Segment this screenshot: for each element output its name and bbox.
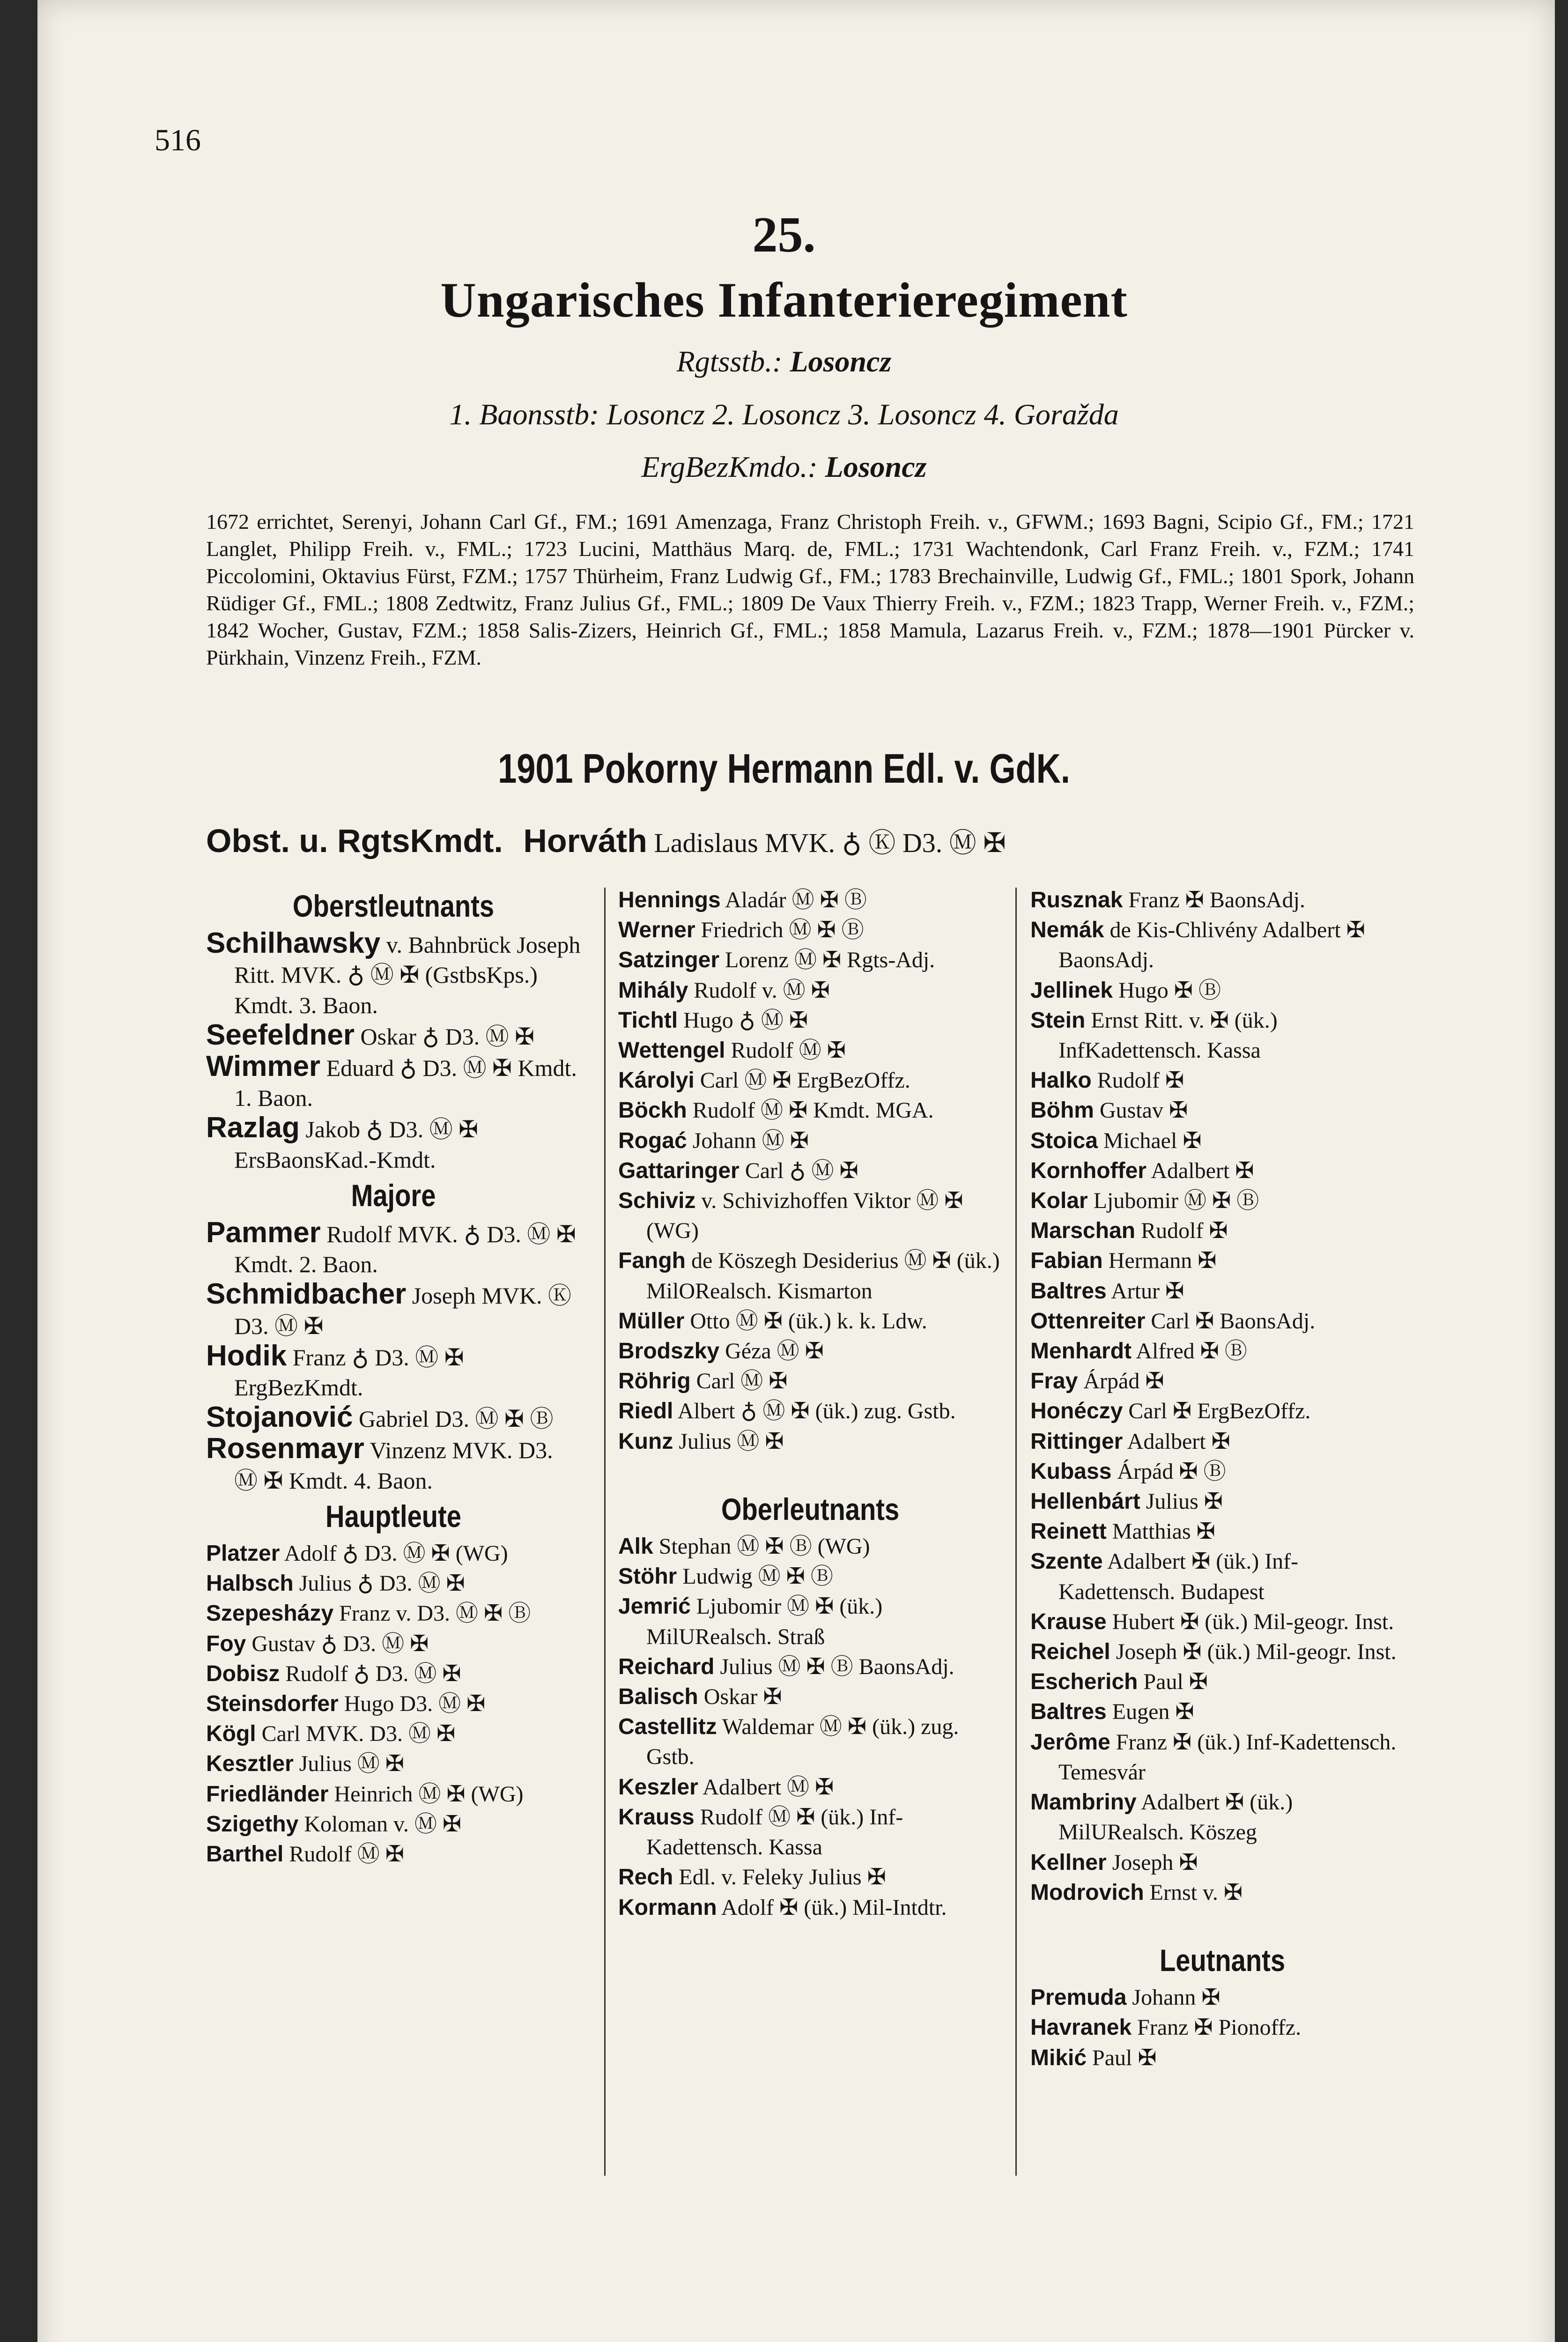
officer-entry: [618, 1156, 1002, 1186]
officer-entry: [1030, 1366, 1414, 1396]
officer-details: Franz ♁ D3. Ⓜ ✠ ErgBezKmdt.: [234, 1344, 464, 1401]
officer-entry: [1030, 1096, 1414, 1126]
officer-entry: [206, 1749, 581, 1779]
officer-surname: Escherich: [1030, 1669, 1138, 1695]
officer-details: Franz ✠ (ük.) Inf-Kadettensch. Temesvár: [1058, 1729, 1397, 1785]
officer-details: Eugen ✠: [1112, 1699, 1194, 1725]
staff-label: Rgtsstb.:: [676, 345, 783, 378]
officer-entry: [1030, 1336, 1414, 1366]
officer-surname: Foy: [206, 1631, 246, 1656]
officer-entry: [618, 1532, 1002, 1562]
officer-details: Ljubomir Ⓜ ✠ Ⓑ: [1093, 1188, 1259, 1214]
officer-entry: [1030, 1186, 1414, 1216]
column-divider: [604, 888, 606, 2176]
officer-entry: [1030, 1276, 1414, 1306]
officer-entry: [1030, 1487, 1414, 1517]
officer-surname: Kubass: [1030, 1459, 1112, 1484]
officer-details: Ernst v. ✠: [1149, 1880, 1243, 1905]
section-heading: Majore: [351, 1178, 436, 1213]
officer-details: v. Bahnbrück Joseph Ritt. MVK. ♁ Ⓜ ✠ (GstbsKps.) Kmdt. 3. Baon.: [234, 932, 581, 1018]
officer-surname: Kunz: [618, 1429, 673, 1454]
officer-surname: Jerôme: [1030, 1729, 1110, 1755]
officer-details: Jakob ♁ D3. Ⓜ ✠ ErsBaonsKad.-Kmdt.: [234, 1116, 479, 1173]
officer-entry: [1030, 1156, 1414, 1186]
officer-details: Gustav ✠: [1099, 1098, 1188, 1123]
officer-details: Julius Ⓜ ✠: [299, 1751, 405, 1777]
officer-column-1: [206, 885, 581, 1869]
officer-entry: [1030, 1396, 1414, 1426]
officer-surname: Platzer: [206, 1541, 280, 1566]
officer-surname: Barthel: [206, 1842, 284, 1867]
officer-details: Julius ✠: [1146, 1489, 1223, 1514]
officer-entry: [1030, 1547, 1414, 1607]
officer-details: Hubert ✠ (ük.) Mil-geogr. Inst.: [1112, 1609, 1394, 1634]
officer-surname: Jemrić: [618, 1594, 691, 1619]
officer-details: Koloman v. Ⓜ ✠: [304, 1811, 462, 1837]
officer-details: de Kis-Chlivény Adalbert ✠ BaonsAdj.: [1058, 918, 1365, 973]
officer-details: Albert ♁ Ⓜ ✠ (ük.) zug. Gstb.: [677, 1399, 956, 1424]
officer-entry: [206, 1052, 581, 1113]
officer-surname: Rosenmayr: [206, 1432, 364, 1465]
officer-entry: [618, 1802, 1002, 1862]
officer-surname: Rogać: [618, 1128, 687, 1153]
officer-details: Carl Ⓜ ✠ ErgBezOffz.: [700, 1068, 910, 1093]
officer-surname: Kellner: [1030, 1850, 1107, 1875]
officer-details: Adalbert Ⓜ ✠: [703, 1774, 834, 1800]
officer-entry: [1030, 1006, 1414, 1066]
officer-surname: Steinsdorfer: [206, 1691, 339, 1717]
officer-details: Michael ✠: [1103, 1128, 1202, 1153]
officer-surname: Stojanović: [206, 1401, 353, 1434]
officer-surname: Kögl: [206, 1721, 256, 1747]
officer-surname: Schmidbacher: [206, 1278, 407, 1311]
officer-details: Joseph ✠ (ük.) Mil-geogr. Inst.: [1116, 1639, 1397, 1665]
officer-surname: Krause: [1030, 1609, 1107, 1634]
officer-surname: Kesztler: [206, 1751, 294, 1777]
officer-details: Julius Ⓜ ✠ Ⓑ BaonsAdj.: [720, 1654, 954, 1679]
officer-entry: [206, 1434, 581, 1495]
officer-entry: [618, 1712, 1002, 1772]
officer-surname: Mambriny: [1030, 1790, 1137, 1815]
officer-surname: Ottenreiter: [1030, 1308, 1146, 1334]
officer-details: Adolf ✠ (ük.) Mil-Intdtr.: [721, 1895, 947, 1920]
officer-details: Heinrich Ⓜ ✠ (WG): [334, 1781, 524, 1807]
officer-details: Rudolf Ⓜ ✠: [731, 1038, 846, 1063]
officer-entry: [618, 1066, 1002, 1096]
officer-details: Lorenz Ⓜ ✠ Rgts-Adj.: [725, 948, 935, 973]
officer-entry: [206, 1719, 581, 1749]
ergbez-command: [0, 450, 1568, 484]
officer-entry: [206, 1629, 581, 1659]
officer-details: Hugo D3. Ⓜ ✠: [344, 1691, 486, 1717]
officer-details: Rudolf ✠: [1097, 1068, 1184, 1093]
officer-surname: Hellenbárt: [1030, 1489, 1140, 1514]
officer-entry: [1030, 1607, 1414, 1637]
officer-details: Árpád ✠ Ⓑ: [1117, 1459, 1226, 1484]
officer-surname: Rech: [618, 1865, 673, 1890]
officer-surname: Mikić: [1030, 2045, 1087, 2070]
officer-entry: [206, 1599, 581, 1629]
officer-entry: [618, 1893, 1002, 1923]
officer-entry: [1030, 1246, 1414, 1276]
officer-entry: [618, 1427, 1002, 1457]
officer-details: Carl ✠ ErgBezOffz.: [1128, 1399, 1311, 1424]
officer-entry: [206, 928, 581, 1020]
officer-details: Oskar ✠: [703, 1684, 782, 1710]
officer-entry: [1030, 1878, 1414, 1908]
officer-entry: [618, 1772, 1002, 1802]
commander-details: Ladislaus MVK. ♁ Ⓚ D3. Ⓜ ✠: [654, 828, 1006, 858]
officer-surname: Schilhawsky: [206, 927, 381, 960]
officer-details: Paul ✠: [1143, 1669, 1208, 1695]
officer-details: Hugo ♁ Ⓜ ✠: [683, 1008, 808, 1033]
officer-surname: Wettengel: [618, 1038, 725, 1063]
officer-details: Johann Ⓜ ✠: [692, 1128, 809, 1153]
officer-entry: [206, 1779, 581, 1809]
officer-details: Rudolf Ⓜ ✠ (ük.) Inf-Kadettensch. Kassa: [646, 1804, 903, 1860]
officer-surname: Alk: [618, 1534, 653, 1559]
officer-details: Gustav ♁ D3. Ⓜ ✠: [251, 1631, 429, 1656]
officer-surname: Szente: [1030, 1549, 1103, 1574]
officer-details: Árpád ✠: [1083, 1369, 1164, 1394]
officer-surname: Riedl: [618, 1399, 673, 1424]
officer-surname: Rusznak: [1030, 888, 1123, 912]
officer-entry: [1030, 1667, 1414, 1697]
officer-entry: [1030, 2043, 1414, 2073]
officer-surname: Pammer: [206, 1216, 321, 1249]
officer-surname: Hodik: [206, 1339, 287, 1372]
section-heading: Hauptleute: [325, 1498, 461, 1534]
officer-surname: Nemák: [1030, 918, 1104, 943]
officer-surname: Reichel: [1030, 1639, 1110, 1665]
officer-surname: Castellitz: [618, 1714, 717, 1740]
section-heading: Oberleutnants: [721, 1491, 900, 1527]
officer-details: Rudolf ♁ D3. Ⓜ ✠: [285, 1661, 461, 1686]
officer-entry: [618, 1186, 1002, 1246]
officer-details: Rudolf ✠: [1141, 1218, 1228, 1244]
section-heading: Leutnants: [1159, 1942, 1286, 1978]
officer-details: Ljubomir Ⓜ ✠ (ük.) MilURealsch. Straß: [646, 1594, 883, 1649]
officer-surname: Fabian: [1030, 1248, 1103, 1274]
officer-column-2: [618, 885, 1002, 1923]
officer-entry: [618, 945, 1002, 975]
officer-details: Edl. v. Feleky Julius ✠: [679, 1865, 886, 1890]
officer-entry: [206, 1020, 581, 1052]
officer-surname: Hennings: [618, 888, 721, 912]
regiment-history: 1672 errichtet, Serenyi, Johann Carl Gf., FM.; 1691 Amenzaga, Franz Christoph Freih. v., GFWM.; 1693 Bagni, Scipio Gf., FM.; 1721 Langlet, Philipp Freih. v., FML.; 1723 Lucini, Matthäus Marq. de, FML.; 1731 Wachtendonk, Carl Franz Freih. v., FZM.; 1741 Piccolomini, Oktavius Fürst, FZM.; 1757 Thürheim, Franz Ludwig Gf., FM.; 1783 Brechainville, Ludwig Gf., FML.; 1801 Spork, Johann Rüdiger Gf., FML.; 1808 Zedtwitz, Franz Julius Gf., FML.; 1809 De Vaux Thierry Freih. v., FZM.; 1823 Trapp, Werner Freih. v., FZM.; 1842 Wocher, Gustav, FZM.; 1858 Salis-Zizers, Heinrich Gf., FML.; 1858 Mamula, Lazarus Freih. v., FZM.; 1878—1901 Pürcker v. Pürkhain, Vinzenz Freih., FZM.: [206, 510, 1414, 669]
officer-details: v. Schivizhoffen Viktor Ⓜ ✠ (WG): [646, 1188, 963, 1244]
officer-entry: [206, 1569, 581, 1599]
officer-entry: [618, 1336, 1002, 1366]
officer-surname: Fray: [1030, 1369, 1078, 1394]
officer-surname: Krauss: [618, 1804, 695, 1830]
officer-entry: [618, 1246, 1002, 1306]
officer-entry: [618, 1036, 1002, 1066]
officer-entry: [206, 1659, 581, 1689]
officer-surname: Brodszky: [618, 1339, 720, 1364]
officer-entry: [1030, 1727, 1414, 1787]
officer-surname: Jellinek: [1030, 978, 1113, 1003]
officer-details: Gabriel D3. Ⓜ ✠ Ⓑ: [359, 1406, 554, 1432]
officer-surname: Reichard: [618, 1654, 715, 1679]
officer-entry: [618, 1652, 1002, 1682]
officer-details: Carl ♁ Ⓜ ✠: [745, 1158, 858, 1183]
officer-details: Eduard ♁ D3. Ⓜ ✠ Kmdt. 1. Baon.: [234, 1055, 577, 1112]
officer-surname: Reinett: [1030, 1519, 1107, 1544]
page-number: 516: [155, 123, 201, 157]
officer-details: de Köszegh Desiderius Ⓜ ✠ (ük.) MilORealsch. Kismarton: [646, 1248, 1000, 1304]
officer-surname: Razlag: [206, 1112, 300, 1144]
officer-surname: Kolar: [1030, 1188, 1088, 1214]
officer-surname: Károlyi: [618, 1068, 695, 1093]
officer-surname: Böckh: [618, 1098, 687, 1123]
officer-entry: [1030, 1637, 1414, 1667]
officer-entry: [1030, 1427, 1414, 1457]
officer-surname: Havranek: [1030, 2015, 1132, 2040]
officer-details: Hermann ✠: [1108, 1248, 1217, 1274]
officer-details: Matthias ✠: [1112, 1519, 1215, 1544]
officer-details: Ludwig Ⓜ ✠ Ⓑ: [682, 1564, 833, 1589]
officer-surname: Baltres: [1030, 1699, 1107, 1725]
officer-entry: [206, 1839, 581, 1869]
officer-surname: Tichtl: [618, 1008, 678, 1033]
regiment-title: Ungarisches Infanterieregiment: [440, 273, 1128, 327]
officer-details: Aladár Ⓜ ✠ Ⓑ: [725, 888, 867, 912]
regiment-number: 25.: [752, 207, 816, 263]
officer-details: Alfred ✠ Ⓑ: [1136, 1339, 1247, 1364]
officer-entry: [618, 1592, 1002, 1652]
officer-entry: [206, 1539, 581, 1569]
officer-entry: [618, 915, 1002, 945]
officer-details: Joseph MVK. Ⓚ D3. Ⓜ ✠: [234, 1282, 572, 1339]
officer-details: Carl ✠ BaonsAdj.: [1151, 1308, 1316, 1334]
officer-details: Stephan Ⓜ ✠ Ⓑ (WG): [658, 1534, 870, 1559]
officer-entry: [1030, 1457, 1414, 1487]
officer-entry: [1030, 1066, 1414, 1096]
officer-details: Vinzenz MVK. D3. Ⓜ ✠ Kmdt. 4. Baon.: [234, 1437, 553, 1494]
officer-details: Julius Ⓜ ✠: [679, 1429, 784, 1454]
officer-surname: Fangh: [618, 1248, 686, 1274]
officer-details: Otto Ⓜ ✠ (ük.) k. k. Ldw.: [690, 1308, 927, 1334]
officer-details: Julius ♁ D3. Ⓜ ✠: [299, 1571, 465, 1596]
officer-surname: Marschan: [1030, 1218, 1136, 1244]
officer-surname: Werner: [618, 918, 695, 943]
officer-details: Artur ✠: [1111, 1278, 1184, 1304]
officer-surname: Gattaringer: [618, 1158, 740, 1183]
officer-surname: Satzinger: [618, 948, 720, 973]
officer-surname: Szepesházy: [206, 1601, 334, 1626]
officer-entry: [1030, 1126, 1414, 1156]
officer-details: Géza Ⓜ ✠: [725, 1339, 824, 1364]
officer-surname: Mihály: [618, 978, 688, 1003]
officer-entry: [618, 1006, 1002, 1036]
officer-entry: [1030, 1517, 1414, 1547]
officer-surname: Friedländer: [206, 1781, 329, 1807]
officer-entry: [618, 1396, 1002, 1426]
officer-details: Franz v. D3. Ⓜ ✠ Ⓑ: [339, 1601, 531, 1626]
officer-entry: [1030, 1787, 1414, 1847]
officer-column-3: [1030, 885, 1414, 2073]
officer-surname: Menhardt: [1030, 1339, 1132, 1364]
commander-rank: Obst. u. RgtsKmdt.: [206, 823, 503, 859]
officer-surname: Seefeldner: [206, 1018, 355, 1051]
regiment-staff: [0, 344, 1568, 379]
officer-surname: Stöhr: [618, 1564, 677, 1589]
officer-surname: Stoica: [1030, 1128, 1098, 1153]
officer-entry: [1030, 1216, 1414, 1246]
ergbez-location: Losoncz: [825, 450, 927, 483]
officer-surname: Röhrig: [618, 1369, 691, 1394]
regiment-inhaber: 1901 Pokorny Hermann Edl. v. GdK.: [498, 745, 1070, 792]
officer-details: Adalbert ✠: [1127, 1429, 1230, 1454]
officer-entry: [618, 885, 1002, 915]
officer-details: Carl Ⓜ ✠: [696, 1369, 788, 1394]
officer-surname: Halbsch: [206, 1571, 294, 1596]
commander-surname: Horváth: [523, 823, 647, 859]
officer-details: Paul ✠: [1092, 2045, 1157, 2070]
officer-surname: Modrovich: [1030, 1880, 1144, 1905]
officer-surname: Stein: [1030, 1008, 1086, 1033]
officer-details: Johann ✠: [1132, 1985, 1220, 2010]
officer-surname: Böhm: [1030, 1098, 1094, 1123]
battalion-staffs: 1. Baonsstb: Losoncz 2. Losoncz 3. Losoncz 4. Goražda: [449, 398, 1119, 431]
officer-entry: [618, 1366, 1002, 1396]
officer-entry: [618, 976, 1002, 1006]
officer-entry: [618, 1682, 1002, 1712]
ergbez-label: ErgBezKmdo.:: [641, 450, 818, 483]
officer-details: Carl MVK. D3. Ⓜ ✠: [261, 1721, 456, 1747]
officer-entry: [206, 1809, 581, 1839]
officer-surname: Kornhoffer: [1030, 1158, 1146, 1183]
column-divider: [1015, 888, 1017, 2176]
officer-surname: Halko: [1030, 1068, 1092, 1093]
officer-details: Hugo ✠ Ⓑ: [1118, 978, 1221, 1003]
officer-surname: Schiviz: [618, 1188, 696, 1214]
officer-details: Rudolf Ⓜ ✠: [289, 1842, 404, 1867]
officer-entry: [206, 1218, 581, 1279]
officer-details: Adalbert ✠: [1151, 1158, 1254, 1183]
officer-entry: [1030, 915, 1414, 975]
officer-entry: [206, 1402, 581, 1434]
officer-entry: [1030, 2013, 1414, 2043]
officer-details: Adalbert ✠ (ük.) MilURealsch. Köszeg: [1058, 1790, 1293, 1845]
officer-details: Adalbert ✠ (ük.) Inf-Kadettensch. Budapest: [1058, 1549, 1299, 1604]
officer-surname: Balisch: [618, 1684, 698, 1710]
officer-entry: [618, 1306, 1002, 1336]
regiment-commander: [206, 821, 1006, 860]
officer-surname: Rittinger: [1030, 1429, 1123, 1454]
officer-details: Franz ✠ Pionoffz.: [1137, 2015, 1302, 2040]
officer-surname: Kormann: [618, 1895, 717, 1920]
officer-entry: [1030, 885, 1414, 915]
officer-details: Rudolf v. Ⓜ ✠: [694, 978, 830, 1003]
officer-details: Joseph ✠: [1112, 1850, 1198, 1875]
officer-surname: Dobisz: [206, 1661, 280, 1686]
officer-entry: [1030, 1848, 1414, 1878]
staff-location: Losoncz: [790, 345, 892, 378]
officer-entry: [206, 1341, 581, 1402]
officer-surname: Müller: [618, 1308, 685, 1334]
officer-entry: [206, 1689, 581, 1719]
officer-entry: [1030, 1983, 1414, 2013]
officer-entry: [206, 1113, 581, 1174]
officer-entry: [1030, 1697, 1414, 1727]
officer-entry: [618, 1096, 1002, 1126]
section-heading: Oberstleutnants: [292, 889, 495, 923]
officer-surname: Keszler: [618, 1774, 698, 1800]
officer-surname: Baltres: [1030, 1278, 1107, 1304]
officer-entry: [618, 1562, 1002, 1592]
officer-entry: [618, 1862, 1002, 1892]
officer-entry: [1030, 976, 1414, 1006]
officer-surname: Premuda: [1030, 1985, 1127, 2010]
officer-details: Adolf ♁ D3. Ⓜ ✠ (WG): [284, 1541, 508, 1566]
officer-details: Franz ✠ BaonsAdj.: [1128, 888, 1305, 912]
officer-details: Ernst Ritt. v. ✠ (ük.) InfKadettensch. Kassa: [1058, 1008, 1278, 1063]
officer-details: Waldemar Ⓜ ✠ (ük.) zug. Gstb.: [646, 1714, 959, 1770]
officer-surname: Szigethy: [206, 1811, 299, 1837]
officer-details: Rudolf MVK. ♁ D3. Ⓜ ✠ Kmdt. 2. Baon.: [234, 1221, 576, 1278]
officer-surname: Honéczy: [1030, 1399, 1123, 1424]
officer-entry: [206, 1279, 581, 1341]
officer-surname: Wimmer: [206, 1050, 321, 1083]
officer-details: Oskar ♁ D3. Ⓜ ✠: [360, 1023, 534, 1050]
officer-details: Friedrich Ⓜ ✠ Ⓑ: [701, 918, 864, 943]
officer-entry: [1030, 1306, 1414, 1336]
officer-details: Rudolf Ⓜ ✠ Kmdt. MGA.: [692, 1098, 934, 1123]
officer-entry: [618, 1126, 1002, 1156]
